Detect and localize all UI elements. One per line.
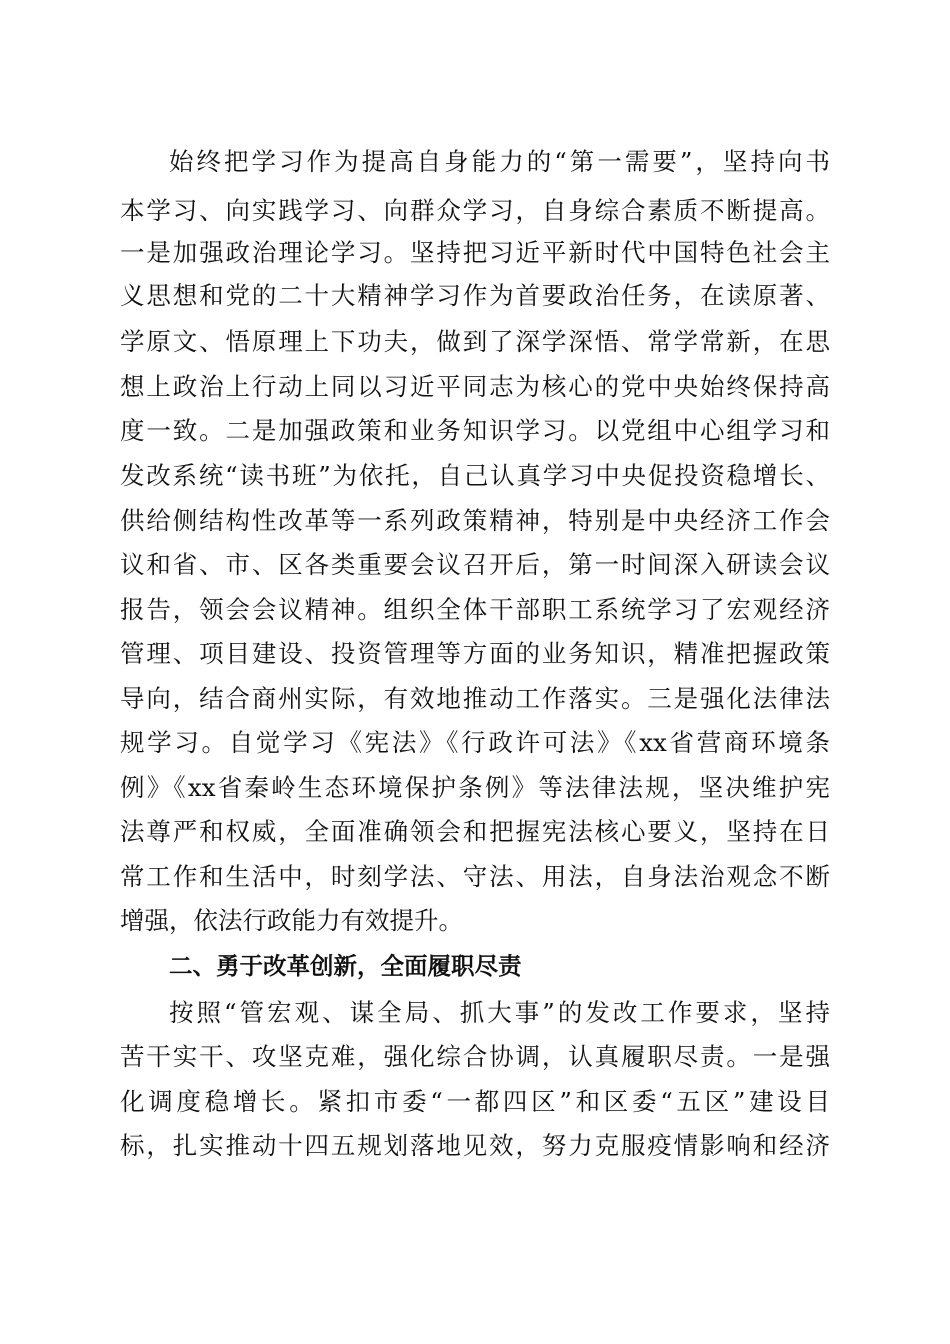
- paragraph-line: 增强，依法行政能力有效提升。: [120, 906, 463, 935]
- paragraph-line: 苦干实干、攻坚克难，强化综合协调，认真履职尽责。一是强: [120, 1042, 830, 1071]
- paragraph-line: 化调度稳增长。紧扣市委“一都四区”和区委“五区”建设目: [120, 1087, 830, 1116]
- paragraph-line: 管理、项目建设、投资管理等方面的业务知识，精准把握政策: [120, 639, 830, 668]
- paragraph-line: 导向，结合商州实际，有效地推动工作落实。三是强化法律法: [120, 684, 830, 713]
- paragraph-line: 例》《xx省秦岭生态环境保护条例》等法律法规，坚决维护宪: [120, 773, 830, 802]
- paragraph-line: 始终把学习作为提高自身能力的“第一需要”，坚持向书: [169, 147, 830, 176]
- paragraph-line: 本学习、向实践学习、向群众学习，自身综合素质不断提高。: [120, 196, 830, 225]
- paragraph-line: 按照“管宏观、谋全局、抓大事”的发改工作要求，坚持: [169, 998, 830, 1027]
- paragraph-line: 学原文、悟原理上下功夫，做到了深学深悟、常学常新，在思: [120, 327, 830, 356]
- paragraph-line: 供给侧结构性改革等一系列政策精神，特别是中央经济工作会: [120, 506, 830, 535]
- section-heading: 二、勇于改革创新，全面履职尽责: [169, 952, 522, 980]
- paragraph-line: 度一致。二是加强政策和业务知识学习。以党组中心组学习和: [120, 416, 830, 445]
- paragraph-line: 法尊严和权威，全面准确领会和把握宪法核心要义，坚持在日: [120, 817, 830, 846]
- paragraph-line: 标，扎实推动十四五规划落地见效，努力克服疫情影响和经济: [120, 1131, 830, 1160]
- paragraph-line: 想上政治上行动上同以习近平同志为核心的党中央始终保持高: [120, 372, 830, 401]
- paragraph-line: 规学习。自觉学习《宪法》《行政许可法》《xx省营商环境条: [120, 728, 830, 757]
- paragraph-line: 一是加强政治理论学习。坚持把习近平新时代中国特色社会主: [120, 238, 830, 267]
- paragraph-line: 义思想和党的二十大精神学习作为首要政治任务，在读原著、: [120, 281, 830, 310]
- paragraph-line: 议和省、市、区各类重要会议召开后，第一时间深入研读会议: [120, 550, 830, 579]
- paragraph-line: 报告，领会会议精神。组织全体干部职工系统学习了宏观经济: [120, 595, 830, 624]
- paragraph-line: 常工作和生活中，时刻学法、守法、用法，自身法治观念不断: [120, 862, 830, 891]
- paragraph-line: 发改系统“读书班”为依托，自己认真学习中央促投资稳增长、: [120, 461, 830, 490]
